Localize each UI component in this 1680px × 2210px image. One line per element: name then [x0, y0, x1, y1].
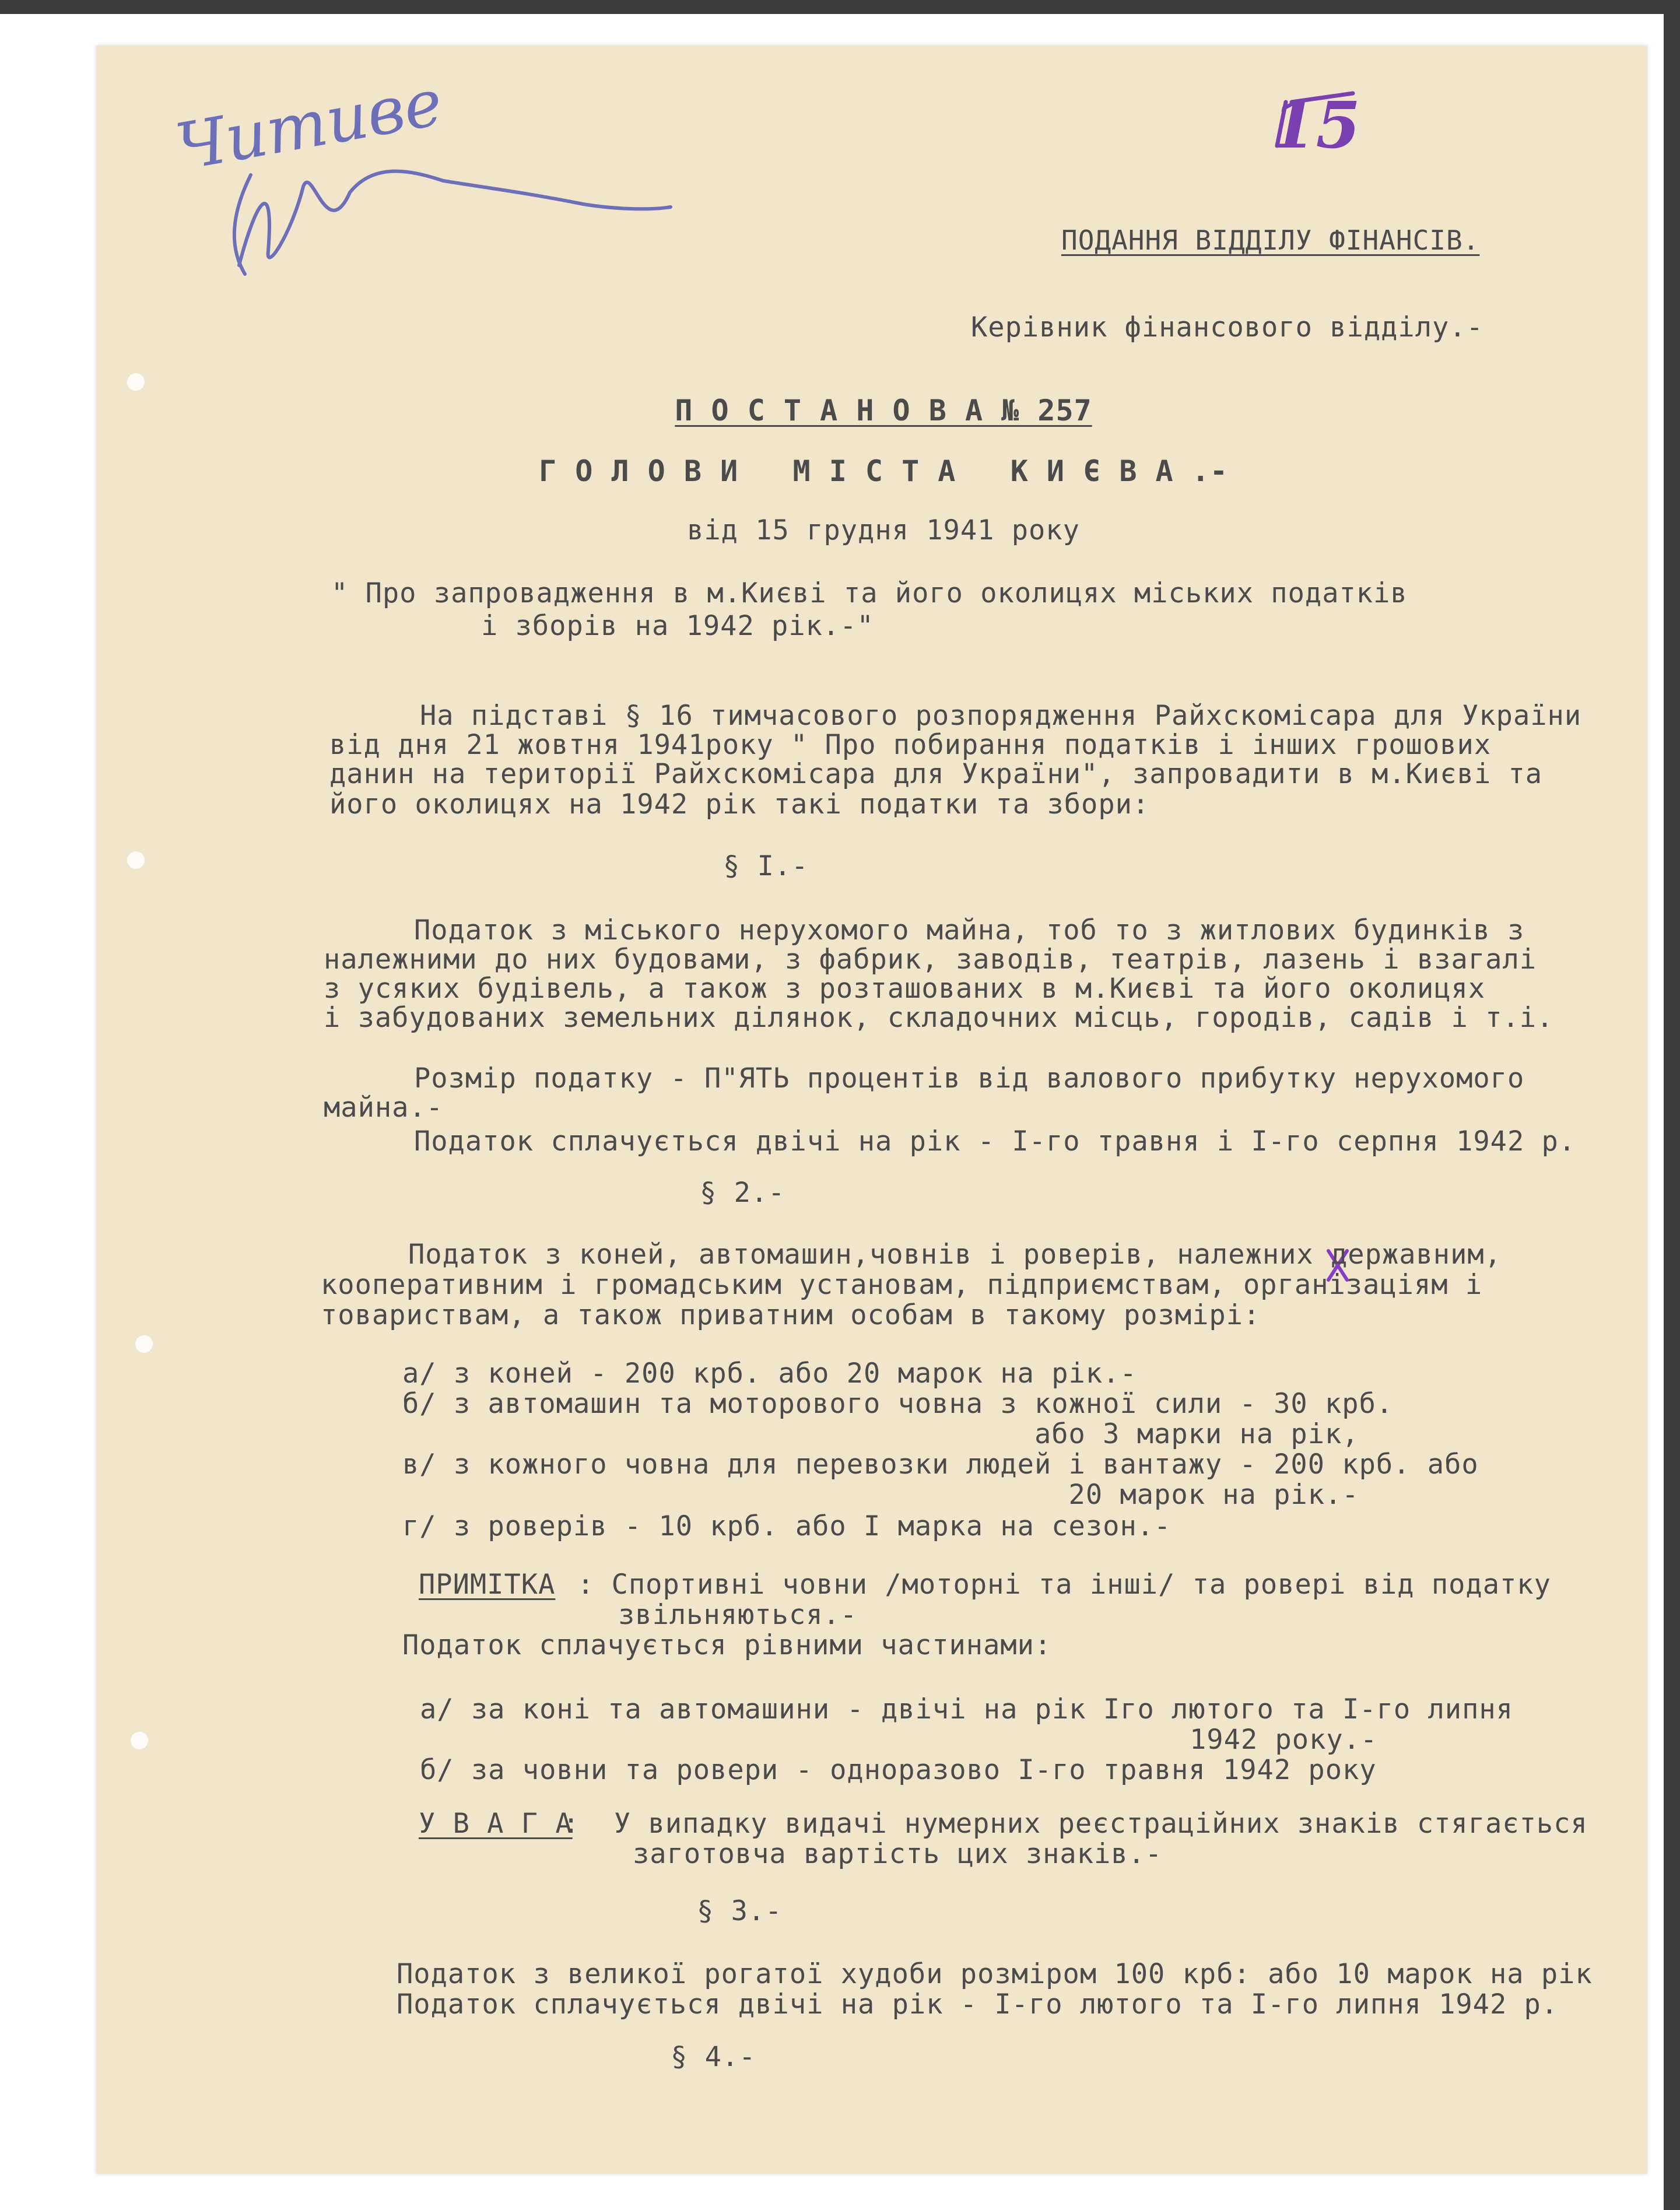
note-label: ПРИМІТКА	[419, 1569, 556, 1601]
section-body-line: Податок з міського нерухомого майна, тоб то з житлових будинків з	[414, 914, 1525, 946]
note-text: звільняються.-	[618, 1599, 858, 1631]
payment-item: а/ за коні та автомашини - двічі на рік Іго лютого та I-го липня	[420, 1693, 1513, 1725]
payment-terms: Податок сплачується двічі на рік - I-го травня і I-го серпня 1942 р.	[414, 1125, 1576, 1157]
resolution-title: П О С Т А Н О В А № 257	[675, 394, 1092, 427]
rate-item: б/ з автомашин та моторового човна з кожної сили - 30 крб.	[402, 1388, 1394, 1420]
section-body-line: з усяких будівель, а також з розташованих в м.Києві та його околицях	[324, 973, 1486, 1005]
attention-label: У В А Г А	[419, 1808, 573, 1840]
section-heading: § 2.-	[700, 1177, 785, 1209]
resolution-issuer: Г О Л О В И М І С Т А К И Є В А .-	[539, 454, 1228, 488]
section-body-line: Податок з коней, автомашин,човнів і роверів, належних державним,	[408, 1239, 1502, 1271]
signature-initial	[234, 175, 251, 274]
tax-rate-line: майна.-	[324, 1092, 444, 1124]
rate-item: 20 марок на рік.-	[402, 1479, 1359, 1511]
handwritten-note: Читиве	[170, 65, 448, 185]
note-text: : Спортивні човни /моторні та інші/ та ровері від податку	[577, 1569, 1551, 1601]
section-body-line: товариствам, а також приватним особам в такому розмірі:	[321, 1299, 1261, 1331]
section-heading: § 3.-	[697, 1895, 783, 1927]
section-body-line: і забудованих земельних ділянок, складочних місць, городів, садів і т.і.	[324, 1002, 1554, 1034]
signature-scribble	[239, 171, 671, 265]
section-heading: § I.-	[723, 850, 809, 882]
rate-item: в/ з кожного човна для перевозки людей і вантажу - 200 крб. або	[402, 1448, 1479, 1481]
section-body-line: належними до них будовами, з фабрик, заводів, театрів, лазень і взагалі	[324, 943, 1537, 976]
rate-item: або 3 марки на рік,	[402, 1418, 1359, 1450]
rate-item: г/ з роверів - 10 крб. або I марка на сезон.-	[402, 1510, 1172, 1542]
tax-rate-line: Розмір податку - П"ЯТЬ процентів від валового прибутку нерухомого	[414, 1062, 1525, 1095]
preamble-line: від дня 21 жовтня 1941року " Про побирання податків і інших грошових	[329, 729, 1492, 761]
payment-item: б/ за човни та ровери - одноразово I-го травня 1942 року	[420, 1754, 1377, 1786]
head-of-department: Керівник фінансового відділу.-	[971, 311, 1483, 343]
preamble-line: данин на території Райхскомісара для України", запровадити в м.Києві та	[329, 758, 1543, 790]
payment-item: 1942 року.-	[1190, 1724, 1378, 1756]
department-heading: ПОДАННЯ ВІДДІЛУ ФІНАНСІВ.	[1061, 224, 1480, 256]
rate-item: а/ з коней - 200 крб. або 20 марок на рік.-	[402, 1357, 1137, 1390]
resolution-date: від 15 грудня 1941 року	[687, 514, 1080, 546]
resolution-subject: і зборів на 1942 рік.-"	[481, 610, 874, 642]
section-heading: § 4.-	[671, 2041, 756, 2073]
preamble-line: На підставі § 16 тимчасового розпорядження Райхскомісара для України	[420, 700, 1582, 732]
section-body-line: кооперативним і громадським установам, підприємствам, організаціям і	[321, 1269, 1483, 1301]
section-body-line: Податок з великої рогатої худоби розміром 100 крб: або 10 марок на рік	[397, 1958, 1593, 1990]
section-body-line: Податок сплачується двічі на рік - I-го лютого та I-го липня 1942 р.	[397, 1988, 1559, 2020]
handwritten-page-number: 15	[1271, 87, 1361, 163]
attention-text: заготовча вартість цих знаків.-	[633, 1838, 1163, 1870]
attention-text: : У випадку видачі нумерних реєстраційних знаків стягається	[563, 1808, 1588, 1840]
preamble-line: його околицях на 1942 рік такі податки та збори:	[329, 788, 1150, 820]
resolution-subject: " Про запровадження в м.Києві та його околицях міських податків	[331, 577, 1408, 609]
payment-intro: Податок сплачується рівними частинами:	[402, 1629, 1052, 1661]
